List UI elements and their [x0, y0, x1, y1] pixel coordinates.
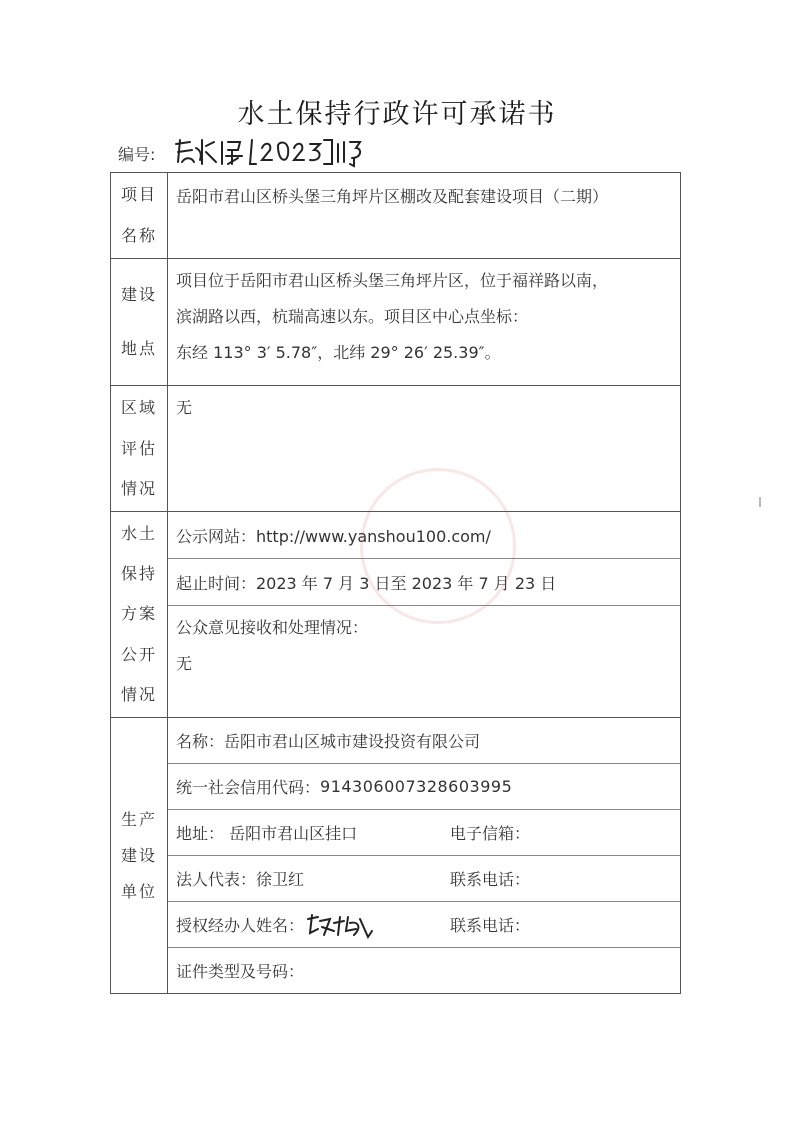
location-label: 建设 地点 [111, 259, 168, 386]
assessment-row [111, 386, 681, 512]
opinions-label: 公众意见接收和处理情况： [176, 618, 369, 637]
unit-cell [168, 718, 681, 994]
project-name-cell [168, 173, 681, 259]
unit-legal-rep: 法人代表：徐卫红 [176, 870, 305, 889]
unit-agent: 授权经办人姓名： [176, 916, 305, 935]
unit-id-type: 证件类型及号码： [176, 962, 305, 981]
scan-mark [759, 497, 761, 507]
location-line-2: 滨湖路以西，杭瑞高速以东。项目区中心点坐标： [176, 307, 529, 326]
unit-address: 地址： 岳阳市君山区挂口 [176, 824, 358, 843]
location-row [111, 259, 681, 386]
project-row [111, 173, 681, 259]
project-name: 岳阳市君山区桥头堡三角坪片区棚改及配套建设项目（二期） [176, 187, 609, 206]
commitment-table [110, 172, 681, 994]
unit-agent-row [168, 902, 680, 948]
location-line-1: 项目位于岳阳市君山区桥头堡三角坪片区，位于福祥路以南， [176, 271, 609, 290]
doc-number-label: 编号: [118, 145, 156, 164]
location-line-3: 东经 113° 3′ 5.78″，北纬 29° 26′ 25.39″。 [176, 343, 501, 362]
publicity-cell [168, 512, 681, 718]
opinions-value: 无 [176, 654, 193, 673]
handwritten-doc-number [172, 134, 362, 168]
unit-address-row [168, 810, 680, 856]
unit-credit-code: 统一社会信用代码： 91430600732860399​5 [168, 764, 680, 810]
project-label: 项目 名称 [111, 173, 168, 259]
publicity-website: 公示网站：http://www.yanshou100.com/ [168, 512, 680, 559]
credit-code-value: 91430600732860399​5 [320, 777, 513, 796]
unit-name: 名称：岳阳市君山区城市建设投资有限公司 [168, 718, 680, 764]
publicity-period: 起止时间：2023 年 7 月 3 日至 2023 年 7 月 23 日 [168, 559, 680, 606]
publicity-label: 水土 保持 方案 公开 情况 [111, 512, 168, 718]
assessment-cell [168, 386, 681, 512]
assessment-label: 区域 评估 情况 [111, 386, 168, 512]
document-title: 水土保持行政许可承诺书 [237, 99, 557, 130]
unit-phone-2: 联系电话： [450, 916, 531, 935]
handwritten-signature [304, 911, 374, 939]
unit-label: 生产 建设 单位 [111, 718, 168, 994]
unit-phone-1: 联系电话： [450, 870, 531, 889]
unit-row [111, 718, 681, 994]
assessment-value: 无 [176, 398, 193, 417]
unit-email: 电子信箱： [450, 824, 531, 843]
unit-legal-rep-row [168, 856, 680, 902]
publicity-row [111, 512, 681, 718]
location-cell [168, 259, 681, 386]
